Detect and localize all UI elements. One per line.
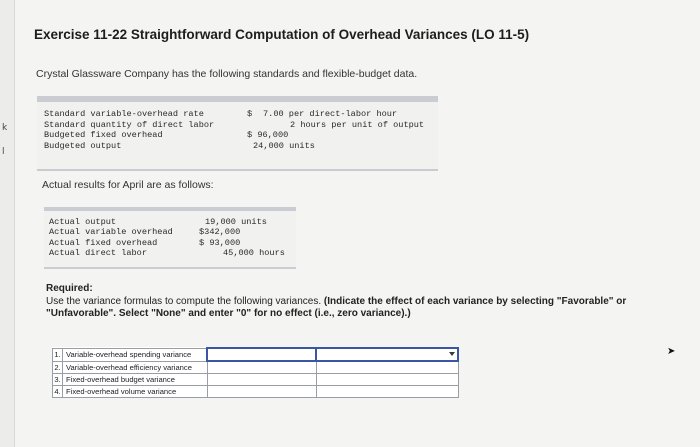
- standards-value-row: [247, 120, 424, 131]
- actual-label: Actual output: [49, 217, 117, 227]
- actual-value: 45,000 hours: [223, 247, 285, 258]
- variance-name: Fixed-overhead budget variance: [63, 374, 208, 386]
- row-number: 4.: [54, 387, 61, 396]
- table-row: [53, 374, 459, 386]
- variance-name: Fixed-overhead volume variance: [63, 386, 208, 398]
- standards-label: Budgeted output: [44, 140, 122, 151]
- actual-value: 19,000 units: [205, 217, 267, 227]
- actual-results-label: Actual results for April are as follows:: [42, 179, 214, 191]
- effect-select[interactable]: [316, 386, 458, 398]
- standards-table: [37, 96, 438, 171]
- pointer-cursor-icon: ➤: [667, 346, 676, 357]
- effect-select[interactable]: [316, 374, 458, 386]
- exercise-title: Exercise 11-22 Straightforward Computation of Overhead Variances (LO 11-5): [34, 27, 530, 42]
- standards-value-row: [247, 141, 424, 152]
- variance-answer-table: [52, 347, 459, 398]
- row-number: 2.: [54, 362, 61, 372]
- required-instructions: [46, 283, 666, 321]
- table-row: [53, 386, 459, 398]
- row-number: 3.: [54, 375, 61, 384]
- variance-amount-input[interactable]: [207, 374, 316, 386]
- strip-mark-k: k: [2, 123, 8, 133]
- table-row: [53, 361, 459, 374]
- variance-name: Variable-overhead efficiency variance: [63, 361, 208, 374]
- actual-results-table: [44, 207, 296, 269]
- actual-label: Actual direct labor: [49, 247, 147, 258]
- standards-value: $ 96,000: [247, 130, 289, 140]
- row-number: 1.: [54, 350, 61, 359]
- required-note: (Indicate the effect of each variance by selecting "Favorable" or "Unfavorable". Select "None" and enter "0" for no effect (i.e., zero variance).): [46, 295, 627, 319]
- standards-label: Standard quantity of direct labor: [44, 119, 215, 130]
- currency-symbol: $: [247, 109, 253, 119]
- standards-value-row: [247, 109, 424, 120]
- standards-label: Standard variable-overhead rate: [44, 109, 204, 119]
- standards-value: 2 hours per unit of output: [290, 119, 425, 130]
- table-row: [53, 348, 459, 361]
- actual-label: Actual variable overhead: [49, 227, 173, 238]
- actual-value: $342,000: [199, 227, 241, 238]
- variance-name: Variable-overhead spending variance: [63, 348, 208, 361]
- variance-amount-input[interactable]: [207, 348, 316, 361]
- left-panel-strip: [0, 0, 15, 447]
- strip-mark-l: l: [2, 147, 5, 157]
- intro-text: Crystal Glassware Company has the following standards and flexible-budget data.: [36, 68, 418, 80]
- required-title: Required:: [46, 283, 93, 294]
- effect-select[interactable]: [316, 361, 458, 374]
- standards-value: 24,000 units: [253, 140, 315, 151]
- variance-amount-input[interactable]: [207, 386, 316, 398]
- effect-select[interactable]: [316, 348, 458, 361]
- actual-value: $ 93,000: [199, 237, 241, 248]
- standards-value: 7.00 per direct-labor hour: [263, 109, 398, 119]
- standards-value-row: [247, 130, 424, 141]
- standards-label: Budgeted fixed overhead: [44, 130, 163, 140]
- chevron-down-icon[interactable]: [449, 352, 455, 356]
- required-text: Use the variance formulas to compute the following variances.: [46, 295, 322, 307]
- actual-label: Actual fixed overhead: [49, 237, 158, 248]
- variance-amount-input[interactable]: [207, 361, 316, 374]
